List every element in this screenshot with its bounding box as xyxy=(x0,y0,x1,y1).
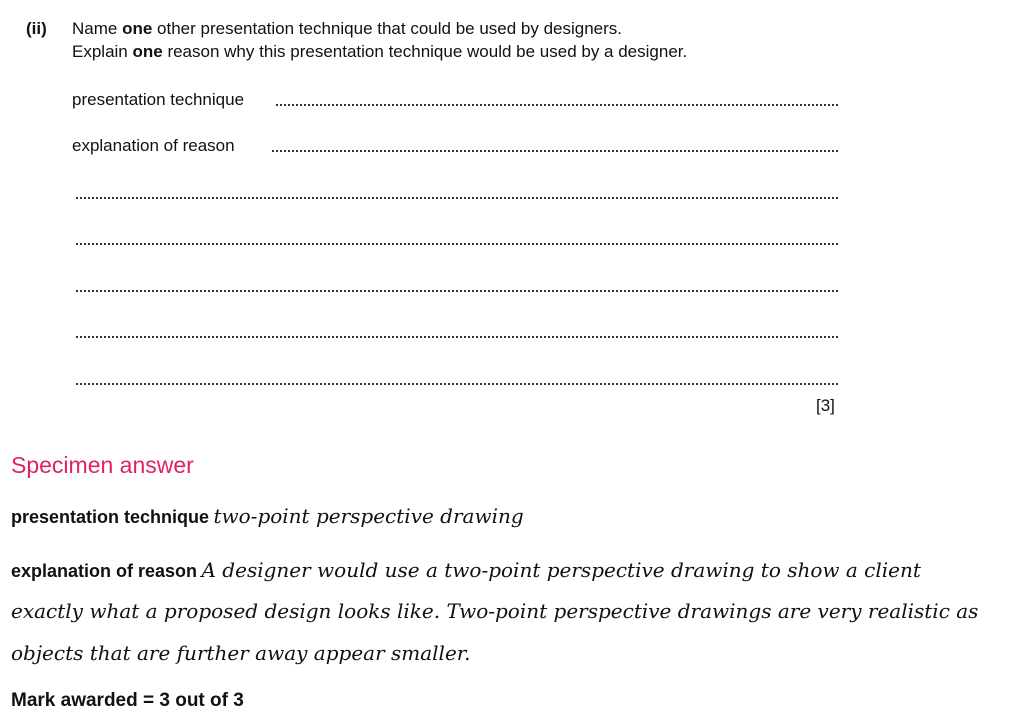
technique-field-label: presentation technique xyxy=(72,90,245,109)
instruction-1-pre: Name xyxy=(72,19,123,38)
answer-line xyxy=(76,243,838,245)
answer-line xyxy=(76,197,838,199)
specimen-reason-line-2: exactly what a proposed design looks like. Two-point perspective drawings are very realistic as xyxy=(11,599,979,623)
specimen-reason-line-1: A designer would use a two-point perspective drawing to show a client xyxy=(201,558,921,582)
question-instruction-1 xyxy=(72,19,622,39)
technique-answer-line xyxy=(276,104,838,106)
reason-field-label: explanation of reason xyxy=(72,136,235,155)
marks-available: [3] xyxy=(816,396,835,415)
instruction-2-post: reason why this presentation technique would be used by a designer. xyxy=(162,42,688,61)
answer-line xyxy=(76,336,838,338)
reason-answer-line xyxy=(272,150,838,152)
specimen-technique-answer: two-point perspective drawing xyxy=(213,504,524,528)
specimen-technique-row xyxy=(11,504,524,528)
instruction-2-bold: one xyxy=(132,42,163,61)
instruction-1-bold: one xyxy=(122,19,153,38)
specimen-technique-label: presentation technique xyxy=(11,507,210,527)
answer-line xyxy=(76,290,838,292)
specimen-heading: Specimen answer xyxy=(11,452,194,478)
specimen-reason-label: explanation of reason xyxy=(11,561,198,581)
question-number: (ii) xyxy=(26,19,47,38)
mark-awarded: Mark awarded = 3 out of 3 xyxy=(11,690,244,711)
specimen-reason-line-3: objects that are further away appear smaller. xyxy=(11,641,471,665)
instruction-2-pre: Explain xyxy=(72,42,133,61)
specimen-reason-row xyxy=(11,558,921,582)
question-instruction-2 xyxy=(72,42,687,62)
instruction-1-post: other presentation technique that could be used by designers. xyxy=(152,19,623,38)
answer-line xyxy=(76,383,838,385)
